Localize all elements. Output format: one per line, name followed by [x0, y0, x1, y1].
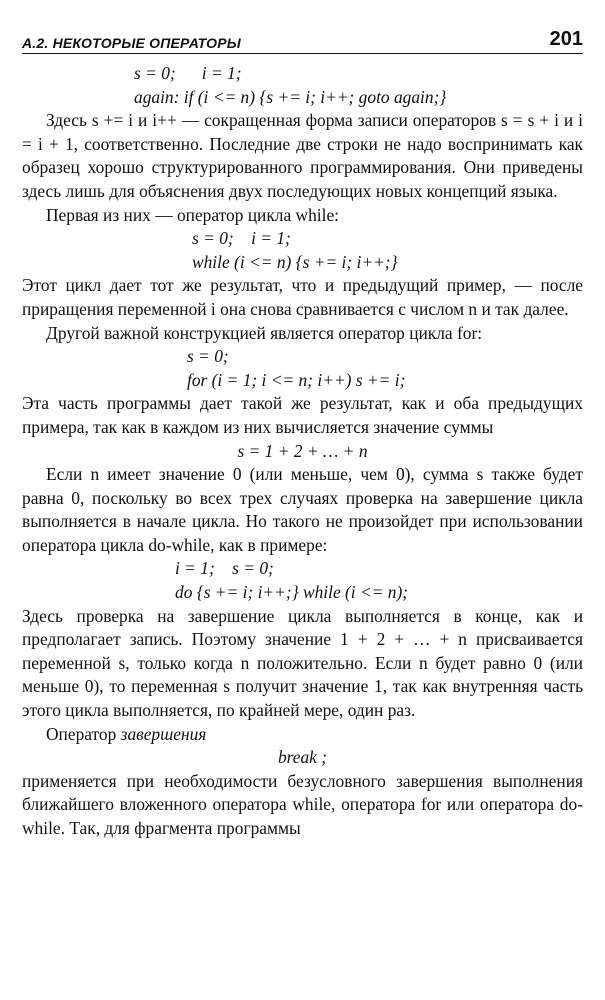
paragraph: Здесь проверка на завершение цикла выполняется в конце, как и предполагает запись. Поэтому значение 1 + 2 + … + n присваивается переменной s, только когда n положительно. Если n будет равно 0 (или меньше 0), то переменная s получит значение 1, так как внутренняя часть этого цикла выполняется, по крайней мере, один раз.: [22, 605, 583, 721]
paragraph: применяется при необходимости безусловного завершения выполнения ближайшего вложенного оператора while, оператора for или оператора do-while. Так, для фрагмента программы: [22, 770, 583, 838]
code-line: break ;: [277, 747, 328, 768]
code-line: s = 0; i = 1;: [192, 228, 291, 249]
running-head: [22, 28, 583, 54]
paragraph: Другой важной конструкцией является оператор цикла for:: [46, 322, 483, 343]
code-line: while (i <= n) {s += i; i++;}: [192, 251, 398, 272]
paragraph: Этот цикл дает тот же результат, что и предыдущий пример, — после приращения переменной i она снова сравнивается с числом n и так далее.: [22, 275, 583, 319]
paragraph: Если n имеет значение 0 (или меньше, чем 0), сумма s также будет равна 0, поскольку во всех трех случаях проверка на завершение цикла выполняется в начале цикла. Но такого не произойдет при использовании оператора цикла do-while, как в примере:: [22, 464, 583, 555]
paragraph: Первая из них — оператор цикла while:: [46, 204, 340, 225]
running-title: А.2. НЕКОТОРЫЕ ОПЕРАТОРЫ: [22, 35, 241, 51]
term-emphasis: завершения: [120, 723, 207, 744]
code-line: do {s += i; i++;} while (i <= n);: [175, 582, 409, 603]
page-body: [22, 62, 583, 841]
code-line: s = 0; i = 1;: [134, 63, 242, 83]
code-line: i = 1; s = 0;: [175, 558, 274, 579]
sum-formula: s = 1 + 2 + … + n: [237, 440, 368, 461]
code-line: s = 0;: [187, 346, 229, 367]
page-number: 201: [549, 28, 583, 50]
paragraph: Здесь s += i и i++ — сокращенная форма записи операторов s = s + i и i = i + 1, соответственно. Последние две строки не надо воспринимать как образец хорошо структурированного программирования. Они приведены здесь лишь для объяснения двух последующих новых концепций языка.: [22, 110, 583, 201]
code-line: again: if (i <= n) {s += i; i++; goto again;}: [134, 86, 447, 107]
paragraph: [22, 723, 583, 747]
paragraph-text: Оператор: [46, 723, 121, 744]
paragraph: Эта часть программы дает такой же результат, как и оба предыдущих примера, так как в каждом из них вычисляется значение суммы: [22, 393, 583, 437]
code-line: for (i = 1; i <= n; i++) s += i;: [187, 369, 406, 390]
